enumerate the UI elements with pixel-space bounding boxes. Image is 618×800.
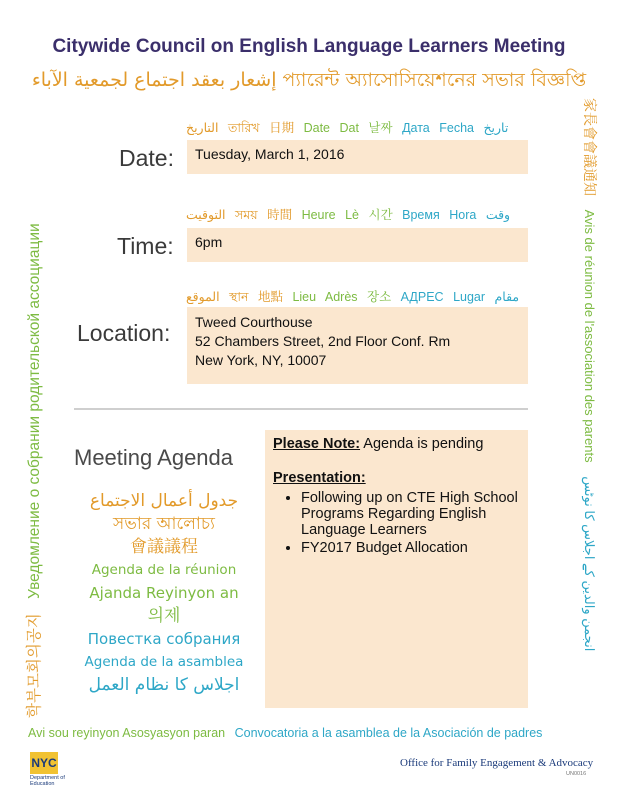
translation-ht: Adrès [324, 290, 358, 304]
address-line: New York, NY, 10007 [195, 352, 327, 368]
agenda-note-box [265, 430, 528, 708]
page-title: Citywide Council on English Language Learners Meeting [52, 36, 566, 57]
translation-ru: Дата [402, 121, 430, 135]
nyc-logo: NYC [30, 752, 58, 774]
translation-bn: স্থান [229, 290, 249, 304]
translation-zh: 日期 [269, 121, 295, 135]
agenda-translation: Ajanda Reyinyon an [89, 584, 239, 602]
agenda-title: Meeting Agenda [74, 445, 234, 470]
translation-ur: وقت [485, 208, 511, 222]
haitian-notice: Avi sou reyinyon Asosyasyon paran [28, 726, 226, 740]
section-divider [74, 408, 528, 410]
translation-fr: Heure [301, 208, 336, 222]
translation-es: Hora [449, 208, 477, 222]
translation-ko: 시간 [368, 208, 393, 222]
note-heading: Please Note: [273, 436, 361, 452]
agenda-translation: Agenda de la asamblea [84, 654, 244, 670]
translation-ar: التاريخ [186, 121, 219, 135]
list-item: • FY2017 Budget Allocation [301, 540, 520, 556]
side-right-text [580, 98, 600, 718]
agenda-translation: 의제 [147, 606, 181, 626]
translation-ar: التوقيت [186, 208, 226, 222]
note-line [273, 436, 520, 452]
time-value: 6pm [187, 228, 528, 262]
chinese-notice: 家長會會議通知 [582, 98, 598, 196]
location-translations [186, 287, 525, 309]
translation-ru: Время [402, 208, 440, 222]
date-translations [186, 118, 514, 140]
agenda-translation: Повестка собрания [87, 630, 241, 648]
date-label: Date: [119, 145, 174, 171]
translation-zh: 地點 [257, 290, 283, 304]
translation-ru: АДРЕС [400, 290, 444, 304]
translation-ar: الموقع [186, 290, 220, 304]
translation-es: Lugar [453, 290, 486, 304]
translation-ko: 날짜 [368, 121, 393, 135]
agenda-translations [74, 490, 254, 697]
time-label: Time: [117, 233, 174, 259]
translation-fr: Date [303, 121, 330, 135]
note-text: Agenda is pending [363, 436, 484, 452]
translation-fr: Lieu [292, 290, 317, 304]
translation-ur: تاریخ [483, 121, 509, 135]
translation-bn: সময় [235, 208, 258, 222]
agenda-translation: جدول أعمال الاجتماع [89, 491, 239, 511]
agenda-translation: اجلاس کا نظام العمل [88, 675, 240, 695]
agenda-translation: Agenda de la réunion [91, 562, 237, 578]
agenda-translation: সভার আলোচ্য [113, 514, 215, 534]
translation-es: Fecha [439, 121, 474, 135]
location-label: Location: [77, 320, 171, 346]
bottom-translations [28, 726, 542, 740]
address-line: 52 Chambers Street, 2nd Floor Conf. Rm [195, 333, 451, 349]
translation-ko: 장소 [367, 290, 392, 304]
agenda-translation: 會議議程 [130, 537, 198, 557]
presentation-heading: Presentation: [273, 470, 366, 486]
office-code: UN0016 [566, 771, 587, 777]
french-notice: Avis de réunion de l'association des parents [582, 209, 597, 463]
multilingual-header: إشعار بعقد اجتماع لجمعية الآباء প্যারেন্ট অ্যাসোসিয়েশনের সভার বিজ্ঞপ্তি [31, 69, 587, 91]
list-item: • Following up on CTE High School Programs Regarding English Language Learners [301, 490, 520, 538]
presentation-list [273, 490, 520, 556]
urdu-notice: انجمن والدین کے اجلاس کا نوٹس [582, 476, 597, 652]
office-label: Office for Family Engagement & Advocacy [400, 757, 594, 769]
translation-bn: তারিখ [227, 121, 260, 135]
department-label: Department of Education [30, 775, 65, 787]
translation-zh: 時間 [267, 208, 293, 222]
translation-ur: مقام [494, 290, 520, 304]
translation-ht: Dat [339, 121, 359, 135]
russian-notice: Уведомление о собрании родительской ассоциации [26, 223, 43, 599]
spanish-notice: Convocatoria a la asamblea de la Asociación de padres [234, 726, 543, 740]
address-line: Tweed Courthouse [195, 314, 313, 330]
side-left-text [22, 18, 44, 718]
translation-ht: Lè [345, 208, 360, 222]
location-value [187, 307, 528, 384]
time-translations [186, 205, 516, 227]
date-value: Tuesday, March 1, 2016 [187, 140, 528, 174]
korean-notice: 학부모회의공지 [26, 613, 43, 718]
